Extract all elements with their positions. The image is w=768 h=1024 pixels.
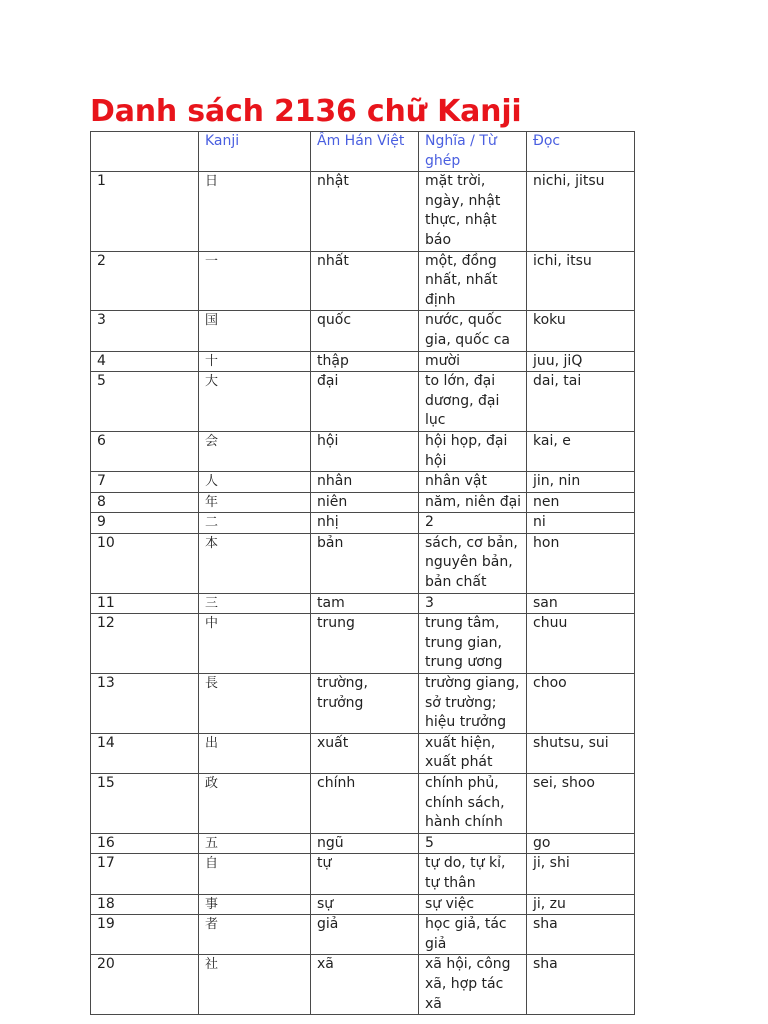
- table-row: [91, 915, 635, 955]
- am-han-viet-cell: nhất: [311, 251, 419, 311]
- kanji-character-cell: 国: [199, 311, 311, 351]
- reading-cell: nichi, jitsu: [527, 172, 635, 251]
- row-number-cell: 2: [91, 251, 199, 311]
- row-number-cell: 11: [91, 593, 199, 614]
- table-row: [91, 431, 635, 471]
- row-number-cell: 8: [91, 492, 199, 513]
- table-row: [91, 955, 635, 1015]
- header-nghia: Nghĩa / Từ ghép: [419, 132, 527, 172]
- kanji-character-cell: 長: [199, 674, 311, 734]
- table-row: [91, 674, 635, 734]
- row-number-cell: 14: [91, 733, 199, 773]
- header-number: [91, 132, 199, 172]
- kanji-character-cell: 会: [199, 431, 311, 471]
- kanji-character-cell: 者: [199, 915, 311, 955]
- am-han-viet-cell: niên: [311, 492, 419, 513]
- kanji-character-cell: 年: [199, 492, 311, 513]
- kanji-character-cell: 人: [199, 472, 311, 493]
- kanji-character-cell: 社: [199, 955, 311, 1015]
- kanji-character-cell: 日: [199, 172, 311, 251]
- meaning-cell: năm, niên đại: [419, 492, 527, 513]
- table-header-row: [91, 132, 635, 172]
- table-row: [91, 614, 635, 674]
- am-han-viet-cell: đại: [311, 372, 419, 432]
- reading-cell: chuu: [527, 614, 635, 674]
- kanji-character-cell: 政: [199, 774, 311, 834]
- row-number-cell: 19: [91, 915, 199, 955]
- am-han-viet-cell: chính: [311, 774, 419, 834]
- reading-cell: san: [527, 593, 635, 614]
- reading-cell: ni: [527, 513, 635, 534]
- kanji-character-cell: 一: [199, 251, 311, 311]
- header-kanji: Kanji: [199, 132, 311, 172]
- am-han-viet-cell: tự: [311, 854, 419, 894]
- table-row: [91, 311, 635, 351]
- row-number-cell: 7: [91, 472, 199, 493]
- row-number-cell: 5: [91, 372, 199, 432]
- row-number-cell: 6: [91, 431, 199, 471]
- reading-cell: sei, shoo: [527, 774, 635, 834]
- kanji-table: [90, 131, 635, 1015]
- page-title: Danh sách 2136 chữ Kanji: [90, 94, 522, 129]
- header-doc: Đọc: [527, 132, 635, 172]
- table-row: [91, 172, 635, 251]
- am-han-viet-cell: thập: [311, 351, 419, 372]
- row-number-cell: 20: [91, 955, 199, 1015]
- am-han-viet-cell: giả: [311, 915, 419, 955]
- meaning-cell: 5: [419, 833, 527, 854]
- kanji-character-cell: 出: [199, 733, 311, 773]
- reading-cell: go: [527, 833, 635, 854]
- table-row: [91, 854, 635, 894]
- am-han-viet-cell: tam: [311, 593, 419, 614]
- reading-cell: shutsu, sui: [527, 733, 635, 773]
- table-row: [91, 533, 635, 593]
- row-number-cell: 4: [91, 351, 199, 372]
- table-row: [91, 733, 635, 773]
- meaning-cell: mười: [419, 351, 527, 372]
- reading-cell: choo: [527, 674, 635, 734]
- table-row: [91, 492, 635, 513]
- am-han-viet-cell: nhân: [311, 472, 419, 493]
- reading-cell: sha: [527, 915, 635, 955]
- meaning-cell: sự việc: [419, 894, 527, 915]
- table-row: [91, 472, 635, 493]
- reading-cell: ji, shi: [527, 854, 635, 894]
- reading-cell: jin, nin: [527, 472, 635, 493]
- row-number-cell: 16: [91, 833, 199, 854]
- meaning-cell: 3: [419, 593, 527, 614]
- table-row: [91, 894, 635, 915]
- reading-cell: ji, zu: [527, 894, 635, 915]
- reading-cell: hon: [527, 533, 635, 593]
- meaning-cell: xuất hiện, xuất phát: [419, 733, 527, 773]
- row-number-cell: 9: [91, 513, 199, 534]
- kanji-character-cell: 五: [199, 833, 311, 854]
- table-row: [91, 513, 635, 534]
- kanji-character-cell: 二: [199, 513, 311, 534]
- meaning-cell: 2: [419, 513, 527, 534]
- reading-cell: koku: [527, 311, 635, 351]
- row-number-cell: 3: [91, 311, 199, 351]
- meaning-cell: xã hội, công xã, hợp tác xã: [419, 955, 527, 1015]
- am-han-viet-cell: nhật: [311, 172, 419, 251]
- reading-cell: kai, e: [527, 431, 635, 471]
- reading-cell: juu, jiQ: [527, 351, 635, 372]
- table-row: [91, 774, 635, 834]
- kanji-character-cell: 事: [199, 894, 311, 915]
- meaning-cell: sách, cơ bản, nguyên bản, bản chất: [419, 533, 527, 593]
- meaning-cell: một, đồng nhất, nhất định: [419, 251, 527, 311]
- am-han-viet-cell: trường, trưởng: [311, 674, 419, 734]
- row-number-cell: 17: [91, 854, 199, 894]
- meaning-cell: trung tâm, trung gian, trung ương: [419, 614, 527, 674]
- table-row: [91, 833, 635, 854]
- row-number-cell: 1: [91, 172, 199, 251]
- meaning-cell: hội họp, đại hội: [419, 431, 527, 471]
- header-am-han-viet: Âm Hán Việt: [311, 132, 419, 172]
- am-han-viet-cell: hội: [311, 431, 419, 471]
- am-han-viet-cell: xuất: [311, 733, 419, 773]
- meaning-cell: nhân vật: [419, 472, 527, 493]
- am-han-viet-cell: nhị: [311, 513, 419, 534]
- am-han-viet-cell: bản: [311, 533, 419, 593]
- row-number-cell: 18: [91, 894, 199, 915]
- table-row: [91, 251, 635, 311]
- row-number-cell: 12: [91, 614, 199, 674]
- meaning-cell: học giả, tác giả: [419, 915, 527, 955]
- meaning-cell: mặt trời, ngày, nhật thực, nhật báo: [419, 172, 527, 251]
- am-han-viet-cell: quốc: [311, 311, 419, 351]
- reading-cell: sha: [527, 955, 635, 1015]
- table-row: [91, 351, 635, 372]
- meaning-cell: trường giang, sở trường; hiệu trưởng: [419, 674, 527, 734]
- reading-cell: nen: [527, 492, 635, 513]
- kanji-character-cell: 自: [199, 854, 311, 894]
- table-row: [91, 372, 635, 432]
- row-number-cell: 13: [91, 674, 199, 734]
- row-number-cell: 10: [91, 533, 199, 593]
- am-han-viet-cell: sự: [311, 894, 419, 915]
- meaning-cell: tự do, tự kỉ, tự thân: [419, 854, 527, 894]
- kanji-character-cell: 三: [199, 593, 311, 614]
- kanji-character-cell: 中: [199, 614, 311, 674]
- reading-cell: dai, tai: [527, 372, 635, 432]
- meaning-cell: to lớn, đại dương, đại lục: [419, 372, 527, 432]
- am-han-viet-cell: ngũ: [311, 833, 419, 854]
- kanji-character-cell: 十: [199, 351, 311, 372]
- kanji-character-cell: 本: [199, 533, 311, 593]
- meaning-cell: chính phủ, chính sách, hành chính: [419, 774, 527, 834]
- am-han-viet-cell: xã: [311, 955, 419, 1015]
- row-number-cell: 15: [91, 774, 199, 834]
- kanji-character-cell: 大: [199, 372, 311, 432]
- meaning-cell: nước, quốc gia, quốc ca: [419, 311, 527, 351]
- am-han-viet-cell: trung: [311, 614, 419, 674]
- reading-cell: ichi, itsu: [527, 251, 635, 311]
- table-row: [91, 593, 635, 614]
